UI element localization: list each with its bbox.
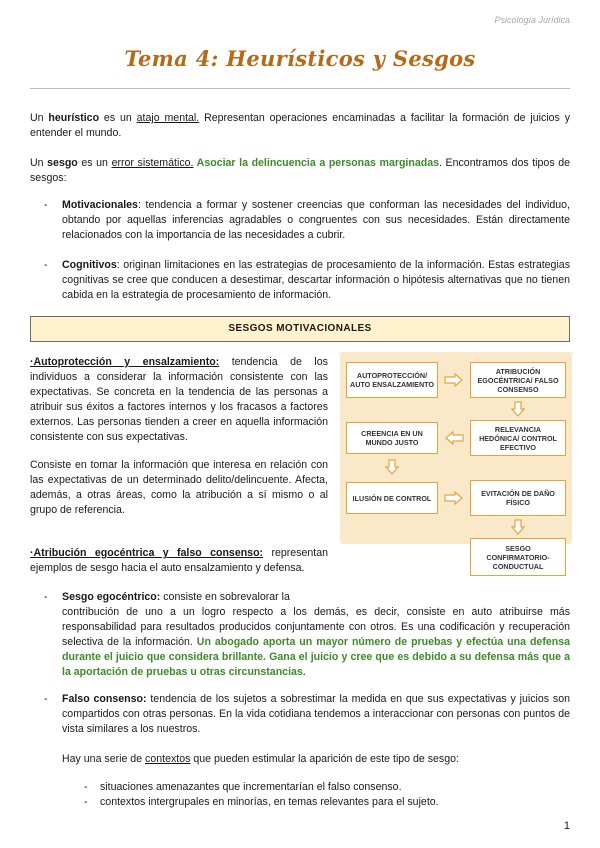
node-creencia: CREENCIA EN UN MUNDO JUSTO (346, 422, 438, 454)
motivacionales-text: : tendencia a formar y sostener creencias que conforman las necesidades del individuo, obtando por aquellas inferencias agradables o congruentes con sus necesidades. Están directamente relacionados con la importancia de las necesidades a cubrir. (62, 199, 570, 241)
page-title: Tema 4: Heurísticos y Sesgos (124, 46, 476, 71)
cognitivos-dash: - (44, 259, 48, 271)
egocentrico-text: contribución de uno a un logro respecto a los demás, es decir, consiste en auto atribuirse más responsabilidad para resultados producidos conjuntamente con otros. Es una codificación y recuperación selectiva de la información. (62, 606, 570, 648)
atribucion-heading: ·Atribución egocéntrica y falso consenso: (30, 547, 264, 559)
cognitivos-item (62, 258, 570, 303)
arrow-right-icon (444, 373, 464, 387)
node-relevancia: RELEVANCIA HEDÓNICA/ CONTROL EFECTIVO (470, 420, 566, 456)
node-autoproteccion: AUTOPROTECCIÓN/ AUTO ENSALZAMIENTO (346, 362, 438, 398)
autoproteccion-heading: ·Autoprotección y ensalzamiento: (30, 356, 220, 368)
falso-consenso-item (62, 692, 570, 737)
egocentrico-term: Sesgo egocéntrico: (62, 591, 161, 603)
motivacionales-item (62, 198, 570, 243)
heuristico-definition: atajo mental. (136, 112, 200, 124)
sesgos-flow-diagram (340, 352, 572, 582)
falso-consenso-dash: - (44, 693, 48, 705)
node-atribucion: ATRIBUCIÓN EGOCÉNTRICA/ FALSO CONSENSO (470, 362, 566, 398)
sesgo-term: sesgo (47, 157, 78, 169)
sesgo-example: Asociar la delincuencia a personas marginadas (193, 157, 439, 169)
node-ilusion: ILUSIÓN DE CONTROL (346, 482, 438, 514)
sesgo-definition: error sistemático. (111, 157, 194, 169)
autoproteccion-text: tendencia de los individuos a considerar la información consistente con las expectativas. Se concreta en la tendencia de las personas a atribuir sus éxitos a factores internos y los fracasos a factores externos. Las personas tienden a creer en aquella información consistente con sus expectativas. (30, 356, 328, 443)
context-item-dash: - (84, 796, 88, 808)
node-evitacion: EVITACIÓN DE DAÑO FÍSICO (470, 480, 566, 516)
contexts-term: contextos (145, 753, 191, 765)
atribucion-paragraph (30, 546, 328, 576)
arrow-down-icon (511, 401, 525, 417)
motivacionales-dash: - (44, 199, 48, 211)
autoproteccion-paragraph-2: Consiste en tomar la información que interesa en relación con las expectativas de un determinado delito/delincuente. Afecta, además, a otras áreas, como la atribución a sí mismo o al grupo de referencia. (30, 459, 328, 516)
sesgo-paragraph (30, 156, 570, 186)
falso-consenso-text: tendencia de los sujetos a sobrestimar la medida en que sus expectativas y juicios son compartidos con otras personas. En la vida cotidiana tendemos a interaccionar con personas con puntos de vista similares a los nuestros. (62, 693, 571, 735)
section-heading-bar: SESGOS MOTIVACIONALES (30, 316, 570, 342)
contexts-paragraph (62, 752, 570, 767)
arrow-down-icon (385, 459, 399, 475)
egocentrico-line1: consiste en sobrevalorar la (160, 591, 290, 603)
context-item: situaciones amenazantes que incrementarían el falso consenso. (100, 781, 402, 793)
heuristico-rest: Representan operaciones encaminadas a facilitar la formación de juicios y entender el mundo. (30, 112, 570, 139)
heuristico-mid: es un (99, 112, 137, 124)
egocentrico-item (62, 590, 570, 680)
sesgo-mid: es un (77, 157, 112, 169)
context-item-dash: - (84, 781, 88, 793)
contexts-pre: Hay una serie de (62, 753, 146, 765)
autoproteccion-paragraph (30, 355, 328, 445)
heuristico-paragraph (30, 111, 570, 141)
egocentrico-example: Un abogado aporta un mayor número de pruebas y efectúa una defensa durante el juicio que considera brillante. Gana el juicio y cree que es debido a su defensa más que a la aportación de pruebas u otras circunstancias. (62, 636, 570, 678)
egocentrico-dash: - (44, 591, 48, 603)
cognitivos-term: Cognitivos (62, 259, 117, 271)
arrow-down-icon (511, 519, 525, 535)
header-subject-tag: Psicología Jurídica (494, 15, 570, 25)
node-sesgo-confirmatorio: SESGO CONFIRMATORIO- CONDUCTUAL (470, 538, 566, 576)
egocentrico-first-line (62, 590, 570, 605)
heuristico-pre: Un (30, 112, 49, 124)
atribucion-text: representan ejemplos de sesgo hacia el auto ensalzamiento y defensa. (30, 547, 328, 574)
context-item: contextos intergrupales en minorías, en temas relevantes para el sujeto. (100, 796, 439, 808)
contexts-rest: que pueden estimular la aparición de este tipo de sesgo: (190, 753, 459, 765)
motivacionales-term: Motivacionales (62, 199, 138, 211)
falso-consenso-term: Falso consenso: (62, 693, 147, 705)
arrow-left-icon (444, 431, 464, 445)
sesgo-pre: Un (30, 157, 48, 169)
arrow-right-icon (444, 491, 464, 505)
title-divider (30, 88, 570, 89)
heuristico-term: heurístico (48, 112, 100, 124)
page-number: 1 (563, 820, 570, 832)
sesgo-rest: . Encontramos dos tipos de sesgos: (30, 157, 570, 184)
egocentrico-body (62, 605, 570, 680)
cognitivos-text: : originan limitaciones en las estrategias de procesamiento de la información. Estas estrategias cognitivas se cree que conducen a desestimar, descartar información o hipótesis alternativas que no tienen cabida en la estrategia de procesamiento de información. (62, 259, 570, 301)
